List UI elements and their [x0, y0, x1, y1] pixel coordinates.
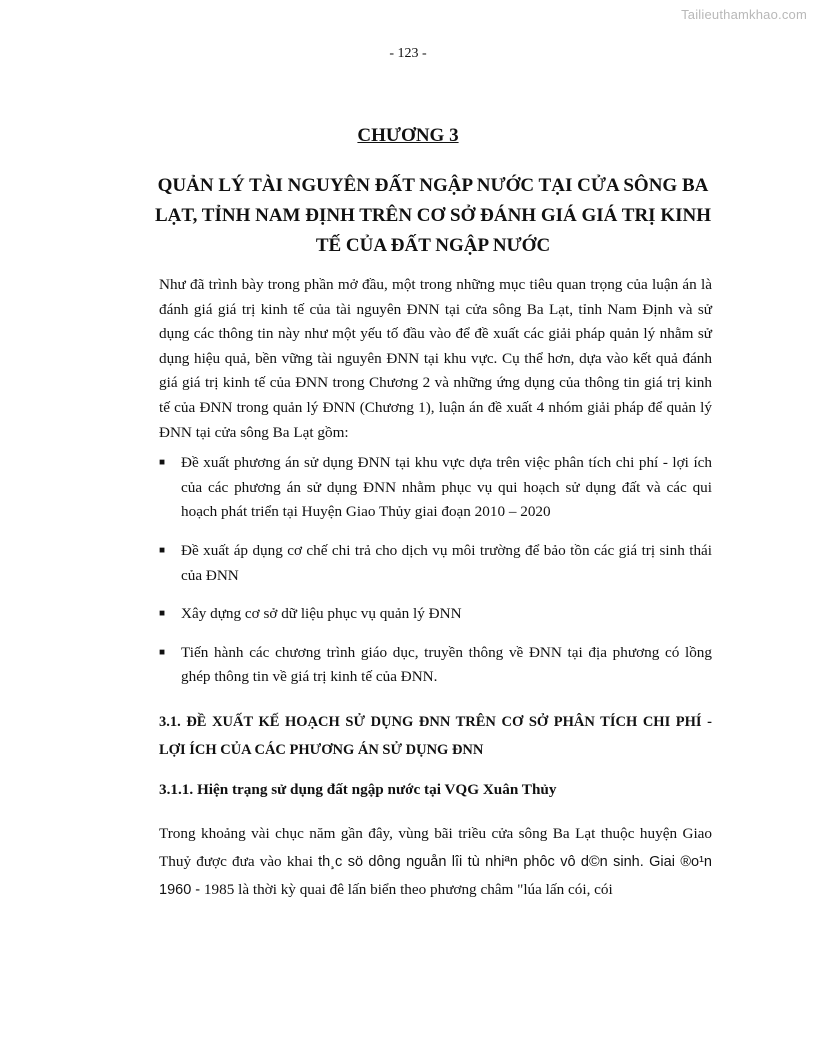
body-text-garbled: th¸c sö dông nguån lîi tù nhiªn phôc vô d©n sinh. Giai ®o¹n 1960 - [159, 853, 712, 898]
body-paragraph [159, 820, 712, 904]
section-heading: 3.1. ĐỀ XUẤT KẾ HOẠCH SỬ DỤNG ĐNN TRÊN CƠ SỞ PHÂN TÍCH CHI PHÍ - LỢI ÍCH CỦA CÁC PHƯƠNG ÁN SỬ DỤNG ĐNN [159, 713, 712, 758]
list-item-text: Đề xuất áp dụng cơ chế chi trả cho dịch vụ môi trường để bảo tồn các giá trị sinh thái của ĐNN [181, 541, 712, 584]
list-item-text: Đề xuất phương án sử dụng ĐNN tại khu vực dựa trên việc phân tích chi phí - lợi ích của các phương án sử dụng ĐNN nhằm phục vụ qui hoạch sử dụng đất và các qui hoạch phát triển tại Huyện Giao Thủy giai đoạn 2010 – 2020 [181, 454, 712, 521]
list-item [159, 641, 712, 690]
bullet-square-icon: ■ [159, 646, 166, 658]
page-content [159, 273, 712, 904]
bullet-square-icon: ■ [159, 457, 166, 469]
body-text-part3: 1985 là thời kỳ quai đê lấn biển theo phương châm "lúa lấn cói, cói [200, 880, 613, 898]
bullet-square-icon: ■ [159, 544, 166, 556]
list-item [159, 539, 712, 588]
chapter-title: CHƯƠNG 3 [357, 125, 459, 146]
chapter-subtitle: QUẢN LÝ TÀI NGUYÊN ĐẤT NGẬP NƯỚC TẠI CỬA SÔNG BA LẠT, TỈNH NAM ĐỊNH TRÊN CƠ SỞ ĐÁNH GIÁ GIÁ TRỊ KINH TẾ CỦA ĐẤT NGẬP NƯỚC [154, 175, 711, 256]
body-text-part1: Trong khoảng vài chục năm gần đây, vùng bãi triều cửa sông Ba Lạt thuộc huyện Giao Thuỷ được đưa vào khai [159, 824, 712, 870]
list-item-text: Tiến hành các chương trình giáo dục, truyền thông về ĐNN tại địa phương có lồng ghép thông tin về giá trị kinh tế của ĐNN. [181, 643, 712, 686]
watermark: Tailieuthamkhao.com [681, 7, 807, 22]
list-item [159, 602, 712, 627]
intro-paragraph: Như đã trình bày trong phần mở đầu, một trong những mục tiêu quan trọng của luận án là đánh giá giá trị kinh tế của tài nguyên ĐNN tại cửa sông Ba Lạt, tỉnh Nam Định và sử dụng các thông tin này như một yếu tố đầu vào để đề xuất các giải pháp quản lý nhằm sử dụng hiệu quả, bền vững tài nguyên ĐNN tại khu vực. Cụ thể hơn, dựa vào kết quả đánh giá giá trị kinh tế của ĐNN trong Chương 2 và những ứng dụng của thông tin giá trị kinh tế của ĐNN trong quản lý ĐNN (Chương 1), luận án đề xuất 4 nhóm giải pháp để quản lý ĐNN tại cửa sông Ba Lạt gồm: [159, 276, 712, 441]
page-number: - 123 - [389, 46, 427, 61]
list-item [159, 451, 712, 525]
list-item-text: Xây dựng cơ sở dữ liệu phục vụ quản lý ĐNN [181, 605, 462, 623]
solution-list [159, 451, 712, 690]
subsection-heading: 3.1.1. Hiện trạng sử dụng đất ngập nước tại VQG Xuân Thủy [159, 780, 557, 798]
bullet-square-icon: ■ [159, 608, 166, 620]
